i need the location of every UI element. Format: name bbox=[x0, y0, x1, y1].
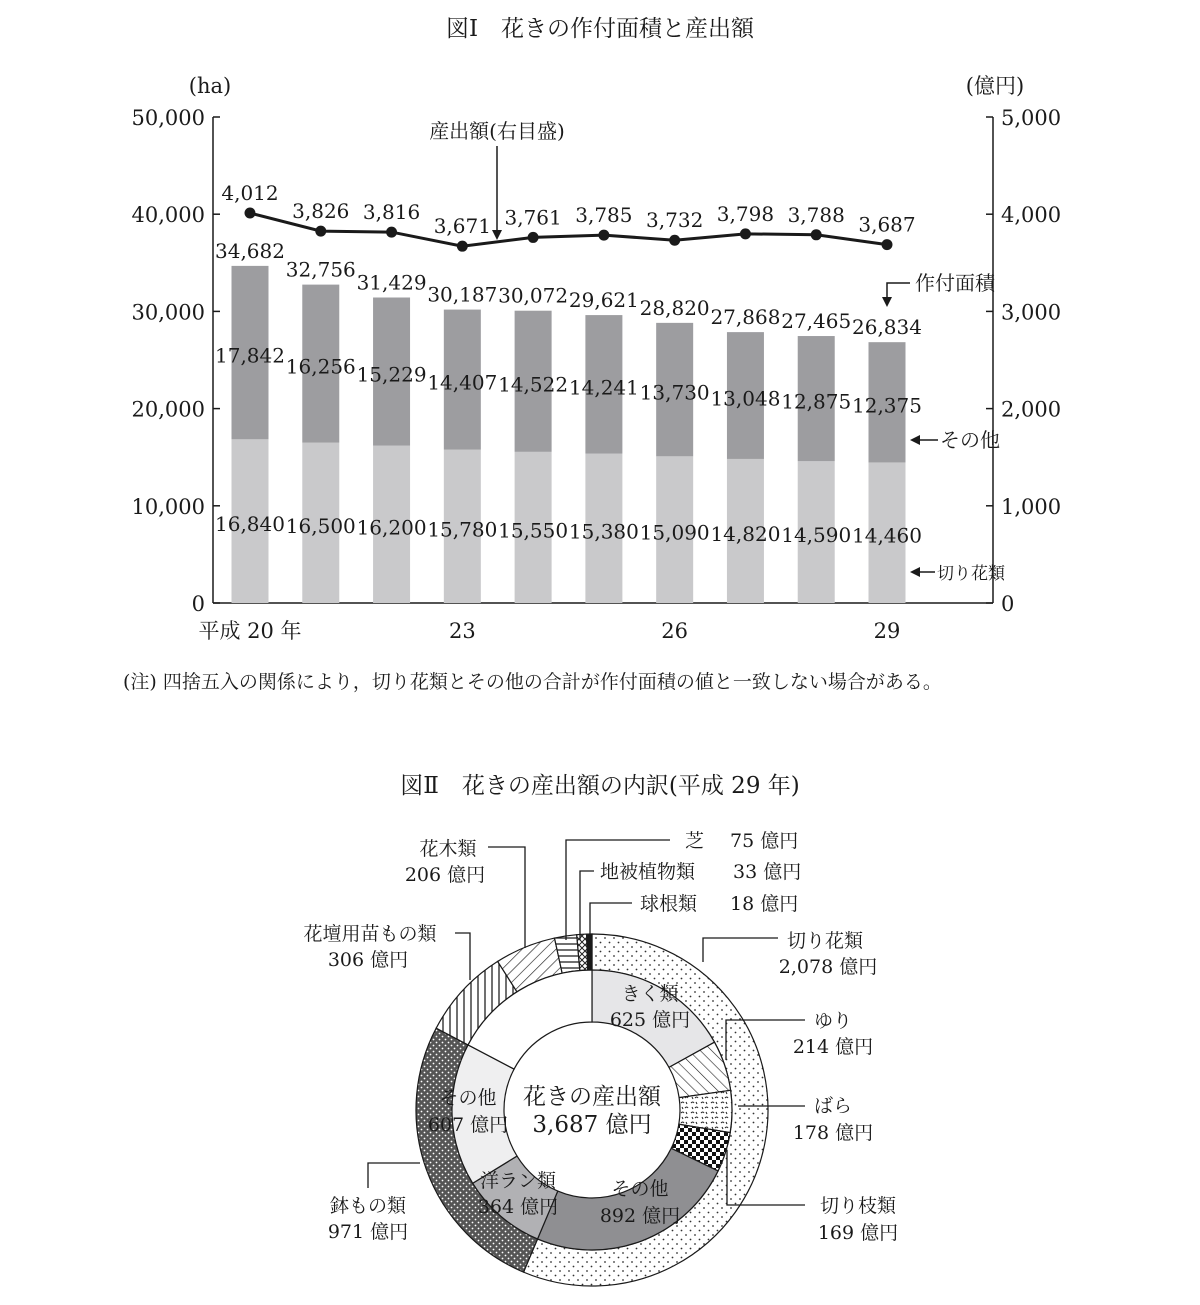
label-other-value: 13,730 bbox=[639, 380, 710, 405]
label-other-value: 12,375 bbox=[852, 393, 922, 418]
output-point bbox=[598, 230, 609, 241]
right-tick-label: 0 bbox=[1001, 592, 1015, 616]
output-point bbox=[740, 228, 751, 239]
right-tick-label: 3,000 bbox=[1001, 300, 1062, 325]
figure1-x-ticks bbox=[198, 619, 900, 643]
label-cut-flowers-leader bbox=[703, 938, 778, 962]
label-other-value: 14,241 bbox=[568, 375, 639, 400]
label-total-value: 26,834 bbox=[852, 315, 922, 340]
label-pot-plants bbox=[328, 1163, 420, 1243]
left-axis-unit: (ha) bbox=[188, 74, 232, 98]
output-point bbox=[315, 226, 326, 237]
label-other-value: 13,048 bbox=[710, 386, 781, 411]
output-value-label: 3,732 bbox=[646, 208, 704, 233]
output-point bbox=[882, 239, 893, 250]
output-value-label: 3,798 bbox=[716, 201, 775, 226]
slice-bulbs bbox=[587, 934, 592, 970]
legend-other-arrowhead bbox=[910, 435, 920, 445]
label-bulbs-value: 18 億円 bbox=[730, 893, 799, 915]
left-tick-label: 30,000 bbox=[131, 300, 205, 325]
label-cut-value: 16,500 bbox=[285, 513, 356, 538]
label-cut-value: 14,590 bbox=[781, 523, 852, 548]
right-tick-label: 1,000 bbox=[1001, 494, 1062, 519]
label-pot-other-value: 607 億円 bbox=[427, 1114, 509, 1136]
left-tick-label: 10,000 bbox=[131, 494, 205, 519]
label-bedding-value: 306 億円 bbox=[327, 949, 409, 971]
label-cut-value: 16,200 bbox=[356, 515, 427, 540]
label-chrysanthemum-value: 625 億円 bbox=[609, 1009, 691, 1031]
label-lily-name: ゆり bbox=[813, 1010, 853, 1032]
label-bedding-leader bbox=[455, 933, 470, 980]
label-other-value: 12,875 bbox=[781, 389, 852, 414]
label-trees-leader bbox=[488, 847, 525, 948]
label-ground-cover-name: 地被植物類 bbox=[600, 861, 696, 883]
label-other-value: 17,842 bbox=[215, 343, 285, 368]
label-cut-other-name: その他 bbox=[611, 1178, 669, 1200]
label-bedding-plants bbox=[303, 923, 470, 980]
left-tick-label: 50,000 bbox=[131, 106, 205, 130]
label-chrysanthemum-name: きく類 bbox=[621, 983, 679, 1005]
label-pot-plants-leader bbox=[368, 1163, 420, 1188]
label-total-value: 27,868 bbox=[710, 305, 781, 330]
label-cut-value: 14,820 bbox=[710, 521, 781, 546]
legend-other-label: その他 bbox=[940, 428, 1000, 452]
output-value-label: 3,785 bbox=[575, 203, 633, 228]
output-point bbox=[528, 232, 539, 243]
left-tick-label: 20,000 bbox=[131, 397, 205, 422]
label-turf bbox=[566, 830, 798, 940]
legend-cut-label: 切り花類 bbox=[937, 564, 1005, 584]
label-total-value: 32,756 bbox=[285, 257, 356, 282]
label-cut-flowers-value: 2,078 億円 bbox=[778, 956, 878, 978]
label-total-value: 31,429 bbox=[356, 270, 427, 295]
label-turf-leader bbox=[566, 840, 670, 940]
figure1-line-series bbox=[221, 181, 915, 252]
label-ground-cover-leader bbox=[580, 871, 594, 940]
left-tick-label: 0 bbox=[191, 592, 205, 616]
label-total-value: 29,621 bbox=[568, 288, 639, 313]
legend-area-arrowhead bbox=[882, 297, 892, 307]
output-point bbox=[245, 208, 256, 219]
donut-center-value: 3,687 億円 bbox=[532, 1112, 652, 1138]
annotation-output-arrowhead bbox=[492, 230, 502, 240]
right-tick-label: 4,000 bbox=[1001, 203, 1062, 228]
label-pot-plants-name: 鉢もの類 bbox=[329, 1195, 407, 1217]
label-total-value: 34,682 bbox=[215, 238, 285, 263]
output-value-label: 3,816 bbox=[362, 200, 421, 225]
legend-cut-arrowhead bbox=[910, 567, 920, 577]
label-total-value: 28,820 bbox=[639, 295, 710, 320]
label-total-value: 30,187 bbox=[427, 282, 498, 307]
label-rose-name: ばら bbox=[813, 1095, 853, 1117]
label-ground-cover-value: 33 億円 bbox=[733, 861, 802, 883]
label-total-value: 27,465 bbox=[781, 309, 852, 334]
label-cut-value: 15,090 bbox=[639, 520, 710, 545]
output-point bbox=[669, 235, 680, 246]
label-pot-plants-value: 971 億円 bbox=[327, 1221, 409, 1243]
right-tick-label: 2,000 bbox=[1001, 397, 1062, 422]
right-tick-label: 5,000 bbox=[1001, 106, 1062, 130]
label-trees-value: 206 億円 bbox=[404, 864, 486, 886]
label-branches-name: 切り枝類 bbox=[819, 1195, 897, 1217]
label-lily-value: 214 億円 bbox=[792, 1036, 874, 1058]
label-cut-value: 14,460 bbox=[852, 523, 922, 548]
output-value-label: 3,671 bbox=[433, 214, 491, 239]
label-trees-name: 花木類 bbox=[419, 838, 477, 860]
label-bedding-name: 花壇用苗もの類 bbox=[303, 923, 437, 945]
figure2-title: 図Ⅱ 花きの産出額の内訳(平成 29 年) bbox=[400, 773, 800, 799]
annotation-output-label: 産出額(右目盛) bbox=[429, 119, 565, 143]
x-tick-label: 29 bbox=[873, 619, 901, 643]
label-other-value: 16,256 bbox=[285, 354, 356, 379]
label-turf-value: 75 億円 bbox=[730, 830, 799, 852]
label-cut-value: 15,780 bbox=[427, 517, 498, 542]
figure1-title: 図Ⅰ 花きの作付面積と産出額 bbox=[445, 16, 755, 42]
left-tick-label: 40,000 bbox=[131, 203, 205, 228]
figure1-bars bbox=[215, 239, 922, 603]
output-point bbox=[811, 229, 822, 240]
label-cut-flowers-name: 切り花類 bbox=[786, 930, 864, 952]
output-value-label: 3,788 bbox=[787, 202, 845, 227]
label-cut-value: 15,550 bbox=[498, 518, 569, 543]
output-value-label: 4,012 bbox=[221, 181, 279, 206]
right-axis-unit: (億円) bbox=[965, 74, 1025, 98]
figure1-note: (注) 四捨五入の関係により，切り花類とその他の合計が作付面積の値と一致しない場合がある。 bbox=[123, 671, 942, 693]
label-orchid-value: 364 億円 bbox=[477, 1196, 559, 1218]
output-point bbox=[386, 227, 397, 238]
label-other-value: 15,229 bbox=[356, 362, 427, 387]
label-orchid-name: 洋ラン類 bbox=[479, 1170, 557, 1192]
label-rose-value: 178 億円 bbox=[792, 1122, 874, 1144]
donut-center-title: 花きの産出額 bbox=[523, 1084, 661, 1110]
x-tick-label: 平成 20 年 bbox=[198, 619, 302, 643]
label-cut-other-value: 892 億円 bbox=[599, 1205, 681, 1227]
label-cut-flowers bbox=[703, 930, 877, 978]
label-bulbs bbox=[590, 893, 798, 940]
x-tick-label: 23 bbox=[448, 619, 476, 643]
label-pot-other-name: その他 bbox=[439, 1087, 497, 1109]
output-value-label: 3,826 bbox=[292, 199, 350, 224]
output-value-label: 3,761 bbox=[504, 205, 562, 230]
label-cut-value: 15,380 bbox=[568, 519, 639, 544]
label-cut-value: 16,840 bbox=[215, 512, 285, 537]
x-tick-label: 26 bbox=[661, 619, 689, 643]
label-branches-value: 169 億円 bbox=[817, 1222, 899, 1244]
label-other-value: 14,522 bbox=[498, 372, 569, 397]
label-other-value: 14,407 bbox=[427, 370, 498, 395]
output-point bbox=[457, 241, 468, 252]
label-total-value: 30,072 bbox=[498, 283, 569, 308]
legend-area-label: 作付面積 bbox=[915, 271, 995, 295]
output-value-label: 3,687 bbox=[858, 212, 916, 237]
label-bulbs-name: 球根類 bbox=[640, 893, 698, 915]
label-turf-name: 芝 bbox=[685, 830, 705, 852]
